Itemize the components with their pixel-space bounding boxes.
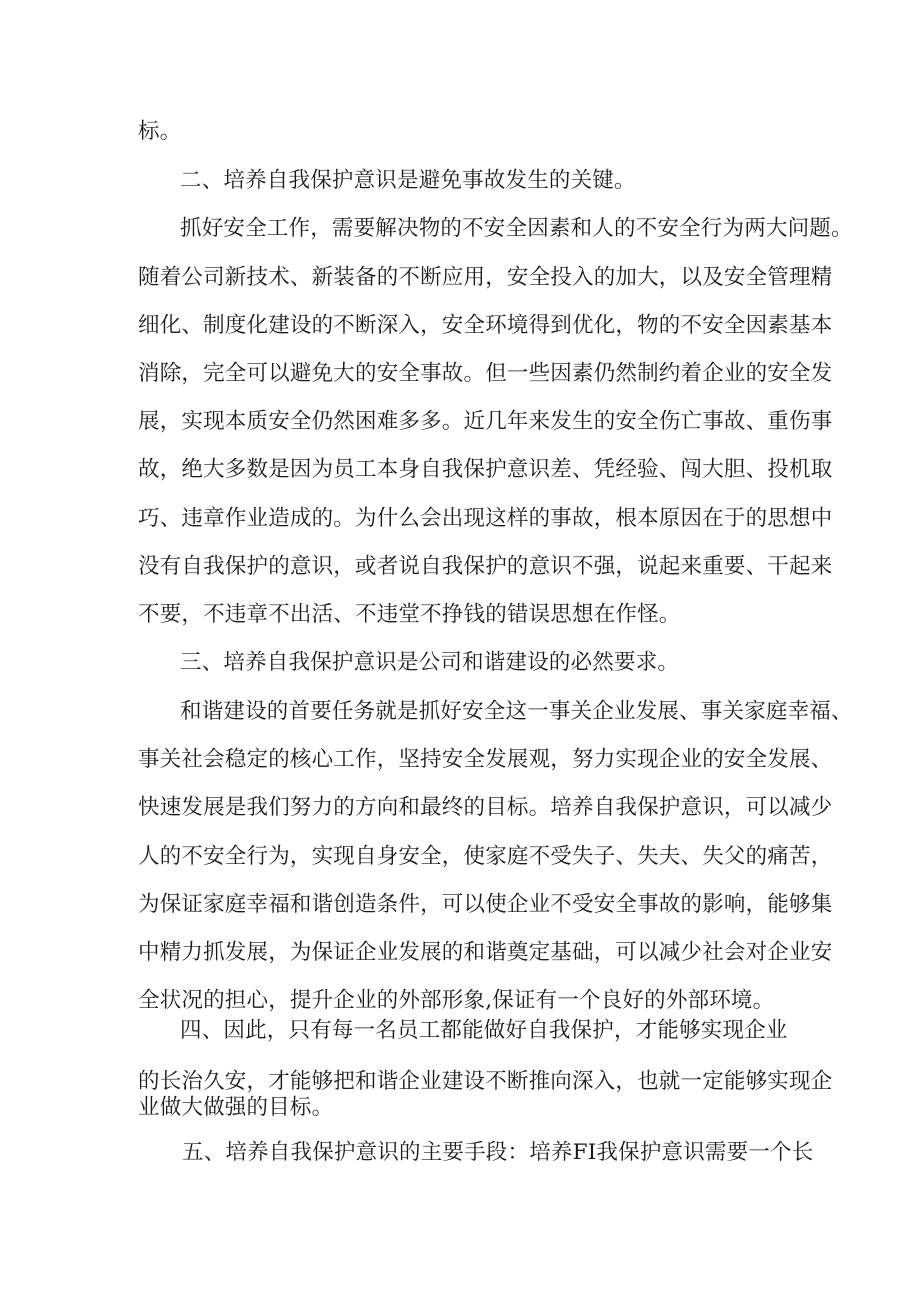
- text-line: 没有自我保护的意识，或者说自我保护的意识不强，说起来重要、干起来: [138, 554, 833, 579]
- section-heading-4: 四、因此，只有每一名员工都能做好自我保护，才能够实现企业: [180, 1018, 788, 1043]
- text-line: 人的不安全行为，实现自身安全，使家庭不受失子、失夫、失父的痛苦，: [138, 844, 833, 869]
- text-line: 不要，不违章不出活、不违堂不挣钱的错误思想在作怪。: [138, 602, 681, 627]
- text-line: 业做大做强的目标。: [138, 1095, 334, 1120]
- section-heading-2: 二、培养自我保护意识是避免事故发生的关键。: [180, 168, 636, 193]
- section-heading-3: 三、培养自我保护意识是公司和谐建设的必然要求。: [180, 650, 680, 675]
- text-line: 中精力抓发展，为保证企业发展的和谐奠定基础，可以减少社会对企业安: [138, 940, 833, 965]
- text-line: 和谐建设的首要任务就是抓好安全这一事关企业发展、事关家庭幸福、: [180, 699, 853, 724]
- text-line: 为保证家庭幸福和谐创造条件，可以使企业不受安全事故的影响，能够集: [138, 892, 833, 917]
- text-line: 抓好安全工作，需要解决物的不安全因素和人的不安全行为两大问题。: [180, 216, 853, 241]
- text-line: 的长治久安，才能够把和谐企业建设不断推向深入，也就一定能够实现企: [138, 1069, 833, 1094]
- text-line: 故，绝大多数是因为员工本身自我保护意识差、凭经验、闯大胆、投机取: [138, 457, 833, 482]
- text-line: 事关社会稳定的核心工作，坚持安全发展观，努力实现企业的安全发展、: [138, 747, 833, 772]
- text-line: 快速发展是我们努力的方向和最终的目标。培养自我保护意识，可以减少: [138, 795, 833, 820]
- text-line: 展，实现本质安全仍然困难多多。近几年来发生的安全伤亡事故、重伤事: [138, 409, 833, 434]
- text-line: 消除，完全可以避免大的安全事故。但一些因素仍然制约着企业的安全发: [138, 361, 833, 386]
- text-line: 巧、违章作业造成的。为什么会出现这样的事故，根本原因在于的思想中: [138, 506, 833, 531]
- text-line: 全状况的担心，提升企业的外部形象,保证有一个良好的外部环境。: [138, 988, 775, 1013]
- text-line: 标。: [138, 119, 182, 144]
- text-line: 细化、制度化建设的不断深入，安全环境得到优化，物的不安全因素基本: [138, 313, 833, 338]
- section-heading-5: 五、培养自我保护意识的主要手段：培养FI我保护意识需要一个长: [182, 1140, 814, 1165]
- text-line: 随着公司新技术、新装备的不断应用，安全投入的加大，以及安全管理精: [138, 265, 833, 290]
